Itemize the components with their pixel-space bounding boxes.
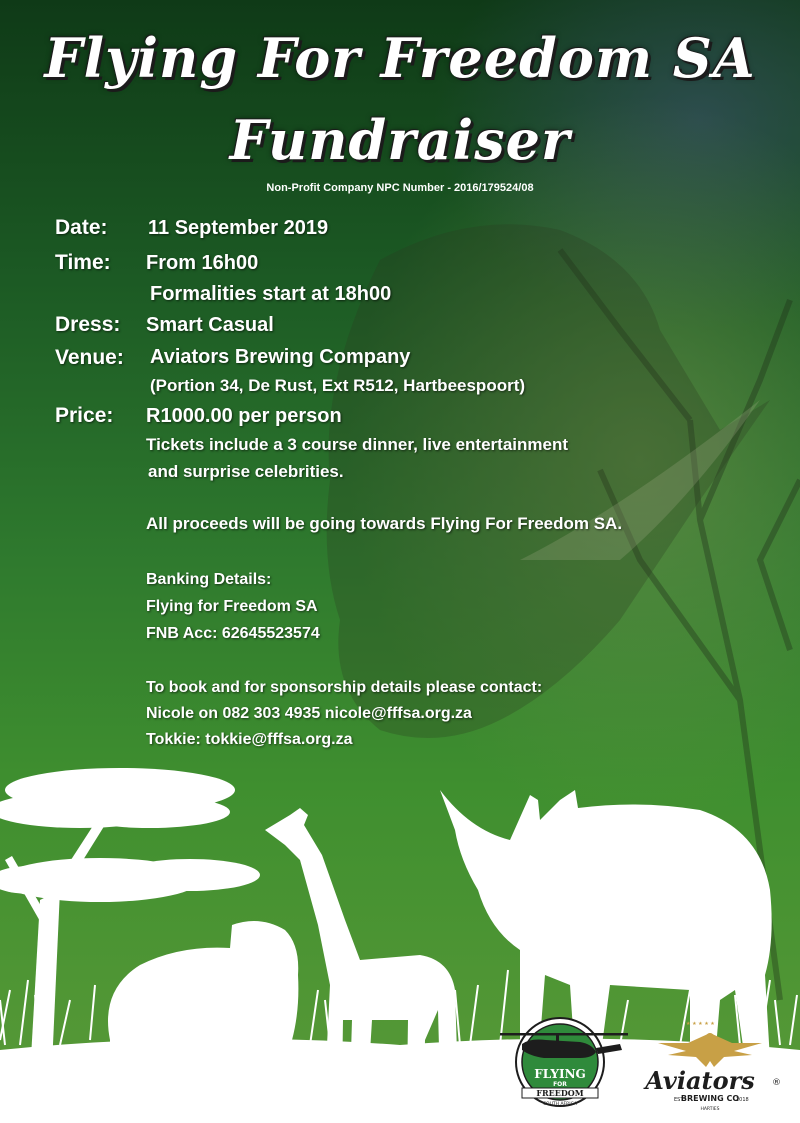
fff-logo-text-flying: FLYING	[534, 1067, 586, 1081]
aviators-brewing-logo	[638, 1015, 783, 1115]
aviators-name: Aviators	[645, 1066, 755, 1095]
fff-logo-text-for: FOR	[553, 1081, 567, 1088]
date-label: Date:	[55, 216, 108, 239]
aviators-registered-mark: ®	[772, 1078, 781, 1088]
title-line-1: Flying For Freedom SA	[44, 26, 756, 90]
venue-value: Aviators Brewing Company	[150, 346, 411, 368]
price-note-1: Tickets include a 3 course dinner, live entertainment	[146, 435, 569, 454]
flying-for-freedom-logo	[500, 1010, 632, 1110]
price-note-2: and surprise celebrities.	[148, 462, 344, 481]
formalities-value: Formalities start at 18h00	[150, 283, 392, 305]
date-value: 11 September 2019	[148, 217, 329, 239]
venue-address: (Portion 34, De Rust, Ext R512, Hartbeespoort)	[150, 376, 526, 395]
stars-icon: ★ ★ ★ ★ ★	[686, 1021, 715, 1027]
dress-label: Dress:	[55, 313, 121, 336]
banking-name: Flying for Freedom SA	[146, 598, 318, 615]
aviators-year: 2018	[736, 1097, 749, 1103]
aviators-est: EST	[674, 1097, 684, 1103]
dress-value: Smart Casual	[146, 314, 274, 336]
banking-heading: Banking Details:	[146, 571, 272, 588]
time-value: From 16h00	[146, 252, 259, 274]
fff-logo-text-freedom: FREEDOM	[536, 1088, 584, 1098]
proceeds-text: All proceeds will be going towards Flying For Freedom SA.	[146, 514, 623, 533]
contact-line-2: Nicole on 082 303 4935 nicole@fffsa.org.za	[146, 705, 472, 722]
time-label: Time:	[55, 251, 111, 274]
aviators-eagle-icon	[658, 1033, 762, 1067]
aviators-place: HARTIES	[700, 1107, 720, 1112]
fff-logo-text-country: SOUTH AFRICA	[543, 1102, 577, 1107]
price-value: R1000.00 per person	[146, 405, 342, 427]
banking-account: FNB Acc: 62645523574	[146, 625, 320, 642]
contact-line-3: Tokkie: tokkie@fffsa.org.za	[146, 731, 353, 748]
aviators-sub: BREWING CO	[680, 1094, 740, 1103]
price-label: Price:	[55, 404, 114, 427]
contact-line-1: To book and for sponsorship details please contact:	[146, 679, 543, 696]
npc-number: Non-Profit Company NPC Number - 2016/179524/08	[266, 182, 534, 194]
title-line-2: Fundraiser	[229, 108, 571, 172]
venue-label: Venue:	[55, 346, 124, 369]
